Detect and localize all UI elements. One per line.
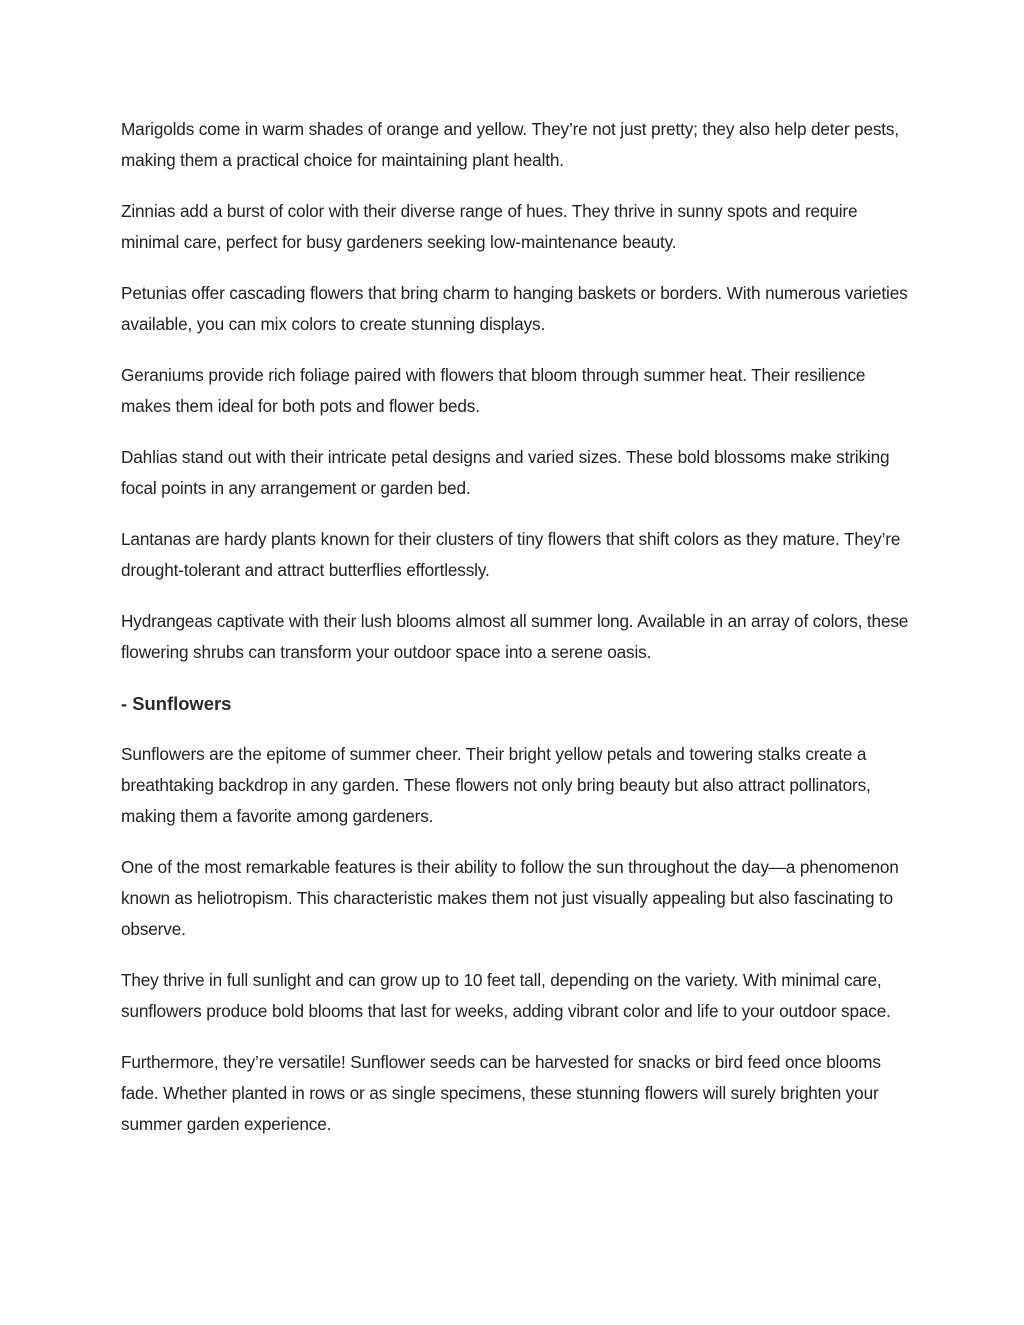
paragraph-sunflowers-heliotropism: One of the most remarkable features is their ability to follow the sun throughout the day—a phenomenon known as heliotropism. This characteristic makes them not just visually appealing but also fascinating to observe. (121, 857, 899, 939)
paragraph-sunflowers-intro: Sunflowers are the epitome of summer cheer. Their bright yellow petals and towering stalks create a breathtaking backdrop in any garden. These flowers not only bring beauty but also attract pollinators, making them a favorite among gardeners. (121, 744, 871, 826)
paragraph-petunias: Petunias offer cascading flowers that bring charm to hanging baskets or borders. With numerous varieties available, you can mix colors to create stunning displays. (121, 283, 908, 334)
section-heading-sunflowers: - Sunflowers (121, 693, 232, 714)
document-page (121, 114, 911, 1160)
paragraph-hydrangeas: Hydrangeas captivate with their lush blooms almost all summer long. Available in an array of colors, these flowering shrubs can transform your outdoor space into a serene oasis. (121, 611, 909, 662)
paragraph-zinnias: Zinnias add a burst of color with their diverse range of hues. They thrive in sunny spots and require minimal care, perfect for busy gardeners seeking low-maintenance beauty. (121, 201, 858, 252)
paragraph-sunflowers-growth: They thrive in full sunlight and can grow up to 10 feet tall, depending on the variety. With minimal care, sunflowers produce bold blooms that last for weeks, adding vibrant color and life to your outdoor space. (121, 970, 891, 1021)
paragraph-geraniums: Geraniums provide rich foliage paired with flowers that bloom through summer heat. Their resilience makes them ideal for both pots and flower beds. (121, 365, 866, 416)
paragraph-marigolds: Marigolds come in warm shades of orange and yellow. They’re not just pretty; they also help deter pests, making them a practical choice for maintaining plant health. (121, 119, 899, 170)
paragraph-dahlias: Dahlias stand out with their intricate petal designs and varied sizes. These bold blossoms make striking focal points in any arrangement or garden bed. (121, 447, 890, 498)
paragraph-lantanas: Lantanas are hardy plants known for their clusters of tiny flowers that shift colors as they mature. They’re drought-tolerant and attract butterflies effortlessly. (121, 529, 901, 580)
paragraph-sunflowers-versatile: Furthermore, they’re versatile! Sunflower seeds can be harvested for snacks or bird feed once blooms fade. Whether planted in rows or as single specimens, these stunning flowers will surely brighten your summer garden experience. (121, 1052, 881, 1134)
